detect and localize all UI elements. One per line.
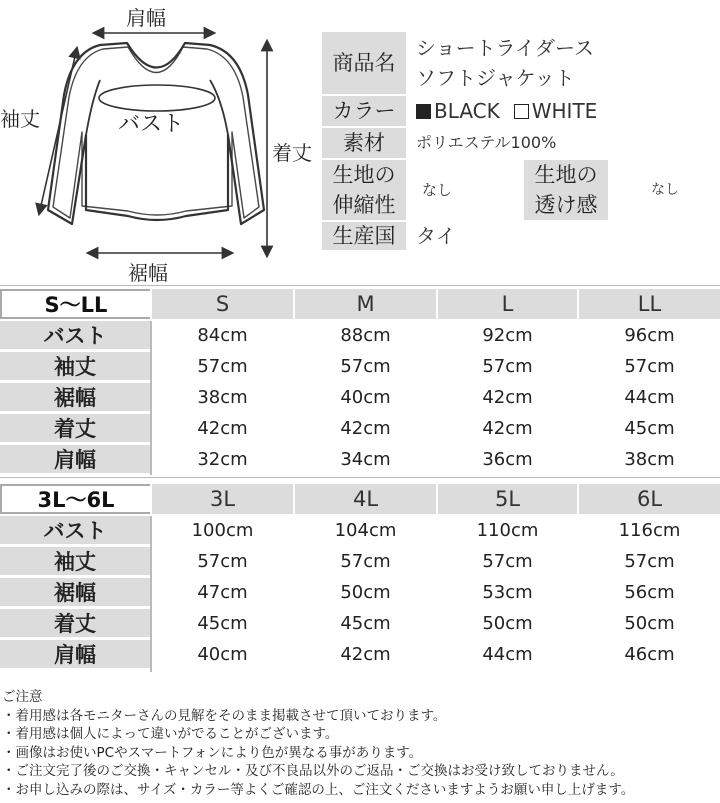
size-header-cell: 6L [579, 484, 720, 514]
size-header-cell: S [152, 289, 293, 319]
row-label: 裾幅 [0, 578, 150, 606]
sleeve-label: 袖丈 [0, 107, 40, 131]
sheer-value: なし [610, 160, 720, 220]
product-name-line1: ショートライダース [416, 36, 594, 60]
table-cell: 110cm [438, 516, 577, 544]
sheer-label-line1: 生地の [534, 163, 598, 187]
divider [0, 477, 720, 478]
table-cell: 104cm [295, 516, 436, 544]
table-cell: 36cm [438, 445, 577, 473]
table-row [0, 516, 720, 544]
table-cell: 42cm [295, 640, 436, 668]
table-cell: 45cm [579, 414, 720, 442]
row-label: バスト [0, 516, 150, 544]
table-cell: 40cm [295, 383, 436, 411]
table-cell: 57cm [152, 352, 293, 380]
table-row [0, 609, 720, 637]
product-name-label: 商品名 [322, 32, 406, 94]
table-cell: 46cm [579, 640, 720, 668]
table-cell: 57cm [295, 547, 436, 575]
table-row [0, 352, 720, 380]
table-cell: 50cm [579, 609, 720, 637]
product-info-table [322, 32, 720, 250]
shoulder-label: 肩幅 [126, 6, 166, 30]
row-label: 肩幅 [0, 445, 150, 473]
table-cell: 34cm [295, 445, 436, 473]
row-label: 着丈 [0, 609, 150, 637]
table-cell: 88cm [295, 321, 436, 349]
color-black-text: BLACK [434, 99, 500, 123]
table-cell: 38cm [579, 445, 720, 473]
row-label: 袖丈 [0, 352, 150, 380]
table-cell: 53cm [438, 578, 577, 606]
notes-title: ご注意 [2, 689, 43, 705]
table-cell: 84cm [152, 321, 293, 349]
table-cell: 57cm [438, 352, 577, 380]
table-row [0, 640, 720, 668]
table-cell: 40cm [152, 640, 293, 668]
table-row [0, 578, 720, 606]
material-value: ポリエステル100% [408, 128, 720, 158]
color-value [408, 96, 720, 126]
stretch-label-line1: 生地の [332, 163, 396, 187]
table-cell: 57cm [295, 352, 436, 380]
table-row [0, 383, 720, 411]
table-cell: 44cm [579, 383, 720, 411]
size-header-cell: 3L [152, 484, 293, 514]
table-cell: 116cm [579, 516, 720, 544]
origin-value: タイ [408, 222, 720, 250]
note-line: ・画像はお使いPCやスマートフォンにより色が異なる事があります。 [2, 744, 423, 761]
table-cell: 42cm [438, 414, 577, 442]
origin-label: 生産国 [322, 222, 406, 250]
size-header-row [0, 289, 720, 319]
color-label: カラー [322, 96, 406, 126]
black-swatch-icon [416, 104, 431, 119]
stretch-label-line2: 伸縮性 [332, 193, 396, 217]
table-row [0, 414, 720, 442]
table-cell: 38cm [152, 383, 293, 411]
table-cell: 96cm [579, 321, 720, 349]
table-cell: 57cm [579, 352, 720, 380]
row-label: バスト [0, 321, 150, 349]
table-cell: 45cm [152, 609, 293, 637]
sheer-label-line2: 透け感 [534, 193, 598, 217]
stretch-label [322, 160, 406, 220]
grid-line [150, 321, 152, 475]
sheer-label [524, 160, 608, 220]
size-header-row [0, 484, 720, 514]
note-line: ・お申し込みの際は、サイズ・カラー等よくご確認の上、ご注文くださいますようお願い申し上げます。 [2, 781, 635, 798]
note-line: ・ご注文完了後のご交換・キャンセル・及び不良品以外のご返品・ご交換はお受け致しておりません。 [2, 763, 624, 779]
table-cell: 50cm [295, 578, 436, 606]
color-white-text: WHITE [531, 99, 598, 123]
size-table-title: S～LL [0, 289, 150, 319]
table-cell: 45cm [295, 609, 436, 637]
row-label: 裾幅 [0, 383, 150, 411]
table-cell: 100cm [152, 516, 293, 544]
white-swatch-icon [514, 104, 529, 119]
size-header-cell: 5L [438, 484, 577, 514]
table-cell: 92cm [438, 321, 577, 349]
row-label: 袖丈 [0, 547, 150, 575]
grid-line [150, 516, 152, 672]
table-cell: 57cm [579, 547, 720, 575]
garment-diagram [0, 0, 320, 285]
hem-label: 裾幅 [128, 261, 168, 285]
table-cell: 56cm [579, 578, 720, 606]
table-cell: 57cm [438, 547, 577, 575]
size-header-cell: LL [579, 289, 720, 319]
divider [0, 285, 720, 286]
product-name-value [408, 32, 720, 94]
size-header-cell: M [295, 289, 436, 319]
size-table-3l-6l [0, 484, 720, 674]
row-label: 着丈 [0, 414, 150, 442]
table-cell: 44cm [438, 640, 577, 668]
note-line: ・着用感は各モニターさんの見解をそのまま掲載させて頂いております。 [2, 707, 447, 724]
size-table-s-ll [0, 289, 720, 473]
material-label: 素材 [322, 128, 406, 158]
note-line: ・着用感は個人によって違いがでることがございます。 [2, 726, 339, 742]
table-cell: 42cm [438, 383, 577, 411]
size-header-cell: 4L [295, 484, 436, 514]
table-cell: 57cm [152, 547, 293, 575]
size-table-title: 3L～6L [0, 484, 150, 514]
table-cell: 42cm [295, 414, 436, 442]
length-label: 着丈 [272, 141, 312, 165]
table-cell: 42cm [152, 414, 293, 442]
table-row [0, 547, 720, 575]
stretch-value: なし [408, 160, 522, 220]
table-row [0, 321, 720, 349]
product-name-line2: ソフトジャケット [416, 66, 575, 90]
bust-label: バスト [118, 112, 185, 137]
table-cell: 50cm [438, 609, 577, 637]
notes-section [2, 688, 718, 799]
row-label: 肩幅 [0, 640, 150, 668]
table-cell: 47cm [152, 578, 293, 606]
table-cell: 32cm [152, 445, 293, 473]
size-header-cell: L [438, 289, 577, 319]
table-row [0, 445, 720, 473]
